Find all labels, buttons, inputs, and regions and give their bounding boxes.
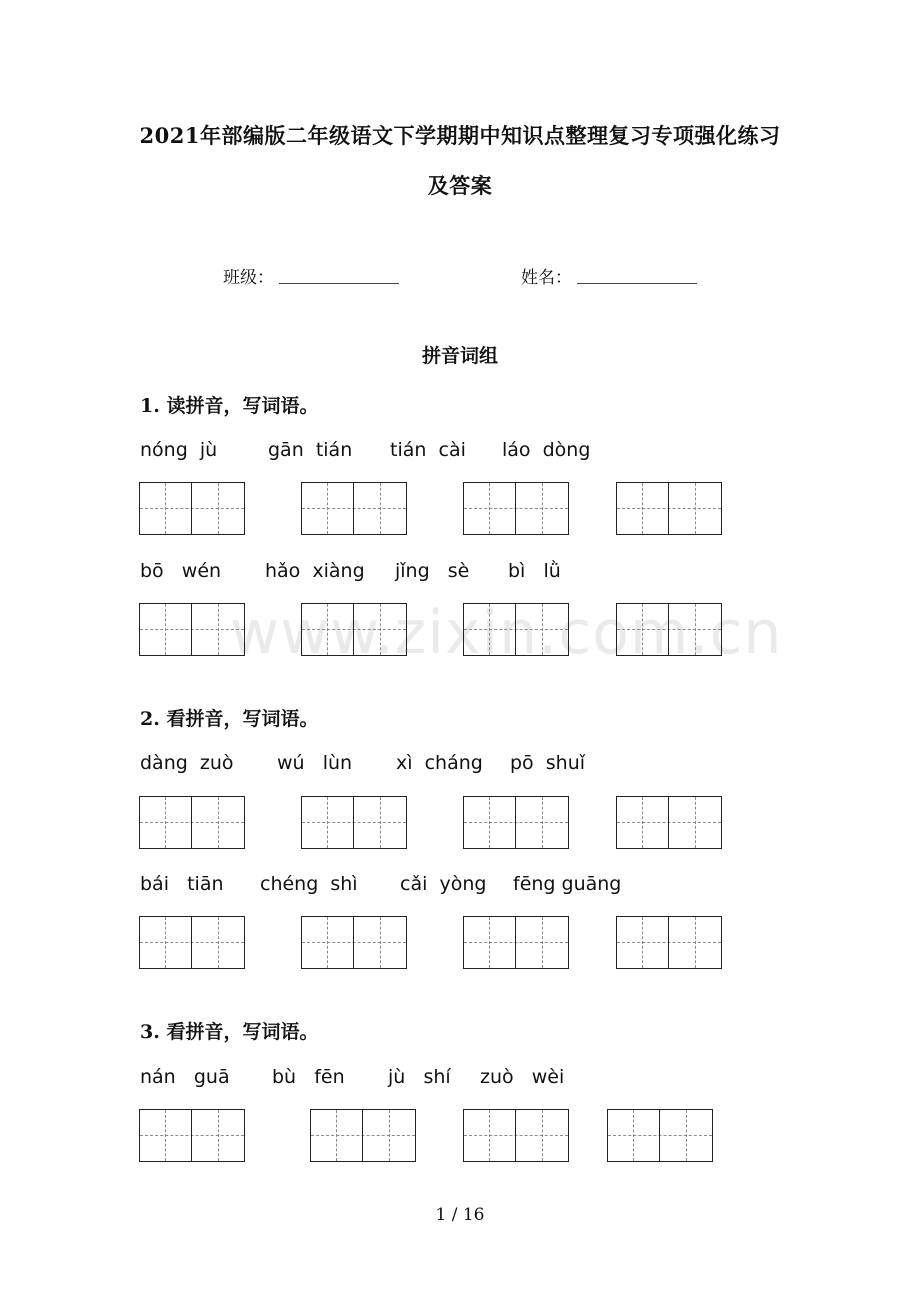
name-blank-line bbox=[577, 283, 697, 284]
document-title-line1: 2021年部编版二年级语文下学期期中知识点整理复习专项强化练习 bbox=[139, 123, 781, 148]
pinyin-word: nán guā bbox=[140, 1066, 230, 1088]
class-blank-line bbox=[279, 283, 399, 284]
pinyin-word: cǎi yòng bbox=[400, 873, 487, 895]
pinyin-word: wú lùn bbox=[277, 752, 353, 774]
tianzige-writing-box[interactable] bbox=[463, 916, 569, 969]
tianzige-writing-box[interactable] bbox=[139, 1109, 245, 1162]
pinyin-word: zuò wèi bbox=[480, 1066, 565, 1088]
pinyin-word: xì cháng bbox=[396, 752, 483, 774]
name-label: 姓名： bbox=[521, 268, 572, 288]
tianzige-writing-box[interactable] bbox=[139, 796, 245, 849]
tianzige-writing-box[interactable] bbox=[616, 482, 722, 535]
tianzige-writing-box[interactable] bbox=[139, 916, 245, 969]
pinyin-word: jǐng sè bbox=[395, 560, 470, 582]
tianzige-writing-box[interactable] bbox=[463, 796, 569, 849]
tianzige-writing-box[interactable] bbox=[463, 603, 569, 656]
tianzige-writing-box[interactable] bbox=[301, 796, 407, 849]
pinyin-word: pō shuǐ bbox=[510, 752, 586, 774]
pinyin-word: bì lǜ bbox=[508, 560, 561, 582]
tianzige-writing-box[interactable] bbox=[139, 482, 245, 535]
pinyin-word: bù fēn bbox=[272, 1066, 345, 1088]
pinyin-word: bō wén bbox=[140, 560, 222, 582]
question-3-title: 3. 看拼音，写词语。 bbox=[140, 1021, 319, 1043]
tianzige-writing-box[interactable] bbox=[616, 603, 722, 656]
pinyin-word: chéng shì bbox=[260, 873, 358, 895]
question-1-title: 1. 读拼音，写词语。 bbox=[140, 395, 319, 417]
tianzige-writing-box[interactable] bbox=[301, 916, 407, 969]
pinyin-word: bái tiān bbox=[140, 873, 224, 895]
pinyin-word: láo dòng bbox=[502, 439, 591, 461]
pinyin-word: hǎo xiàng bbox=[265, 560, 365, 582]
tianzige-writing-box[interactable] bbox=[616, 916, 722, 969]
tianzige-writing-box[interactable] bbox=[301, 482, 407, 535]
section-title: 拼音词组 bbox=[421, 345, 498, 367]
page-number: 1 / 16 bbox=[435, 1205, 485, 1225]
tianzige-writing-box[interactable] bbox=[301, 603, 407, 656]
pinyin-word: tián cài bbox=[390, 439, 466, 461]
document-title-line2: 及答案 bbox=[427, 173, 493, 198]
tianzige-writing-box[interactable] bbox=[607, 1109, 713, 1162]
watermark: www.zixin.com.cn bbox=[230, 598, 783, 668]
pinyin-word: gān tián bbox=[268, 439, 353, 461]
tianzige-writing-box[interactable] bbox=[463, 482, 569, 535]
pinyin-word: fēng guāng bbox=[513, 873, 622, 895]
tianzige-writing-box[interactable] bbox=[463, 1109, 569, 1162]
tianzige-writing-box[interactable] bbox=[616, 796, 722, 849]
tianzige-writing-box[interactable] bbox=[310, 1109, 416, 1162]
pinyin-word: nóng jù bbox=[140, 439, 218, 461]
pinyin-word: dàng zuò bbox=[140, 752, 234, 774]
question-2-title: 2. 看拼音，写词语。 bbox=[140, 708, 319, 730]
class-label: 班级： bbox=[223, 268, 274, 288]
pinyin-word: jù shí bbox=[388, 1066, 451, 1088]
tianzige-writing-box[interactable] bbox=[139, 603, 245, 656]
